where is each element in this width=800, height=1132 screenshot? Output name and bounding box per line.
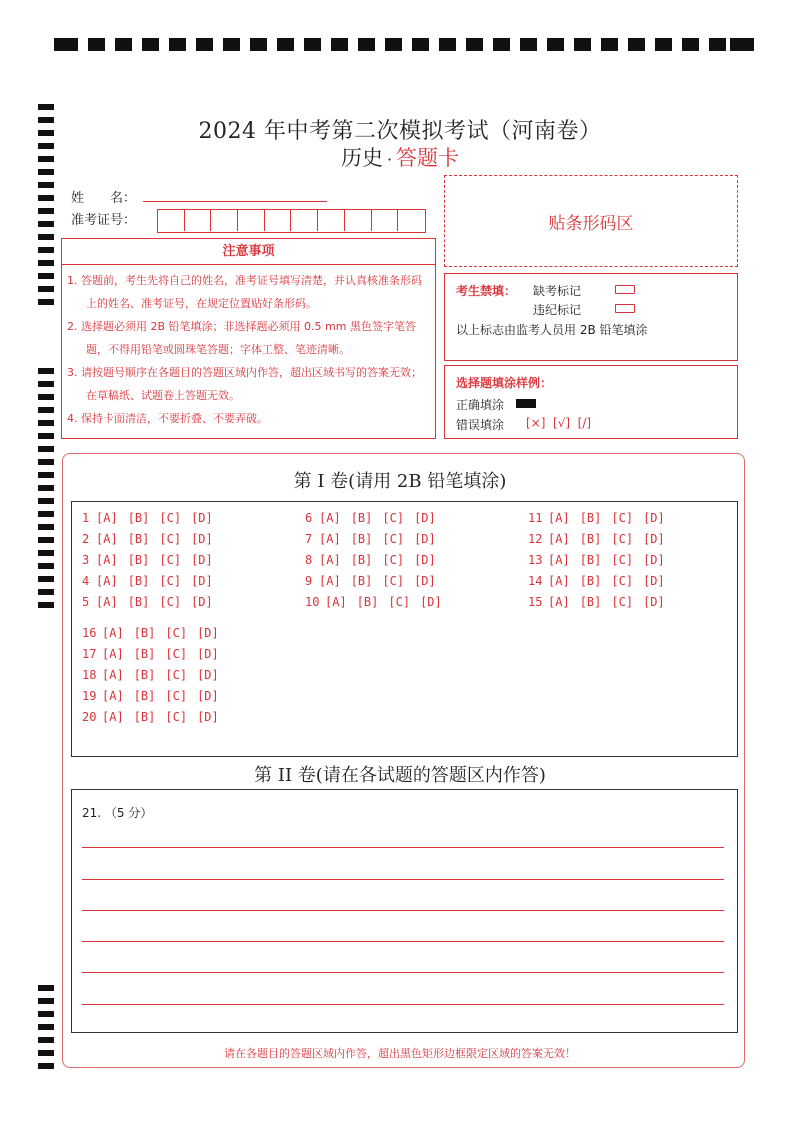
answer-line[interactable] xyxy=(82,1004,724,1005)
option-bubble-b[interactable]: [B] xyxy=(127,595,150,609)
option-bubble-c[interactable]: [C] xyxy=(388,595,411,609)
choice-question-12 xyxy=(528,532,665,546)
violation-mark-box[interactable] xyxy=(615,304,635,313)
option-bubble-c[interactable]: [C] xyxy=(159,574,182,588)
choice-question-4 xyxy=(82,574,213,588)
question-number: 12 xyxy=(528,532,543,546)
option-bubble-b[interactable]: [B] xyxy=(579,553,602,567)
option-bubble-c[interactable]: [C] xyxy=(159,553,182,567)
card-label: 答题卡 xyxy=(396,146,460,170)
option-bubble-c[interactable]: [C] xyxy=(159,532,182,546)
forbid-note: 以上标志由监考人员用 2B 铅笔填涂 xyxy=(456,323,648,337)
violation-label: 违纪标记 xyxy=(533,303,582,317)
option-bubble-d[interactable]: [D] xyxy=(643,511,665,525)
option-bubble-b[interactable]: [B] xyxy=(127,511,150,525)
option-bubble-b[interactable]: [B] xyxy=(133,647,156,661)
option-bubble-d[interactable]: [D] xyxy=(197,647,219,661)
option-bubble-a[interactable]: [A] xyxy=(548,511,570,525)
option-bubble-a[interactable]: [A] xyxy=(96,574,118,588)
notice-item-3: 3. 请按题号顺序在各题目的答题区域内作答，超出区域书写的答案无效；在草稿纸、试题卷上答题无效。 xyxy=(67,366,422,402)
option-bubble-b[interactable]: [B] xyxy=(133,626,156,640)
option-bubble-b[interactable]: [B] xyxy=(579,511,602,525)
option-bubble-b[interactable]: [B] xyxy=(127,553,150,567)
option-bubble-d[interactable]: [D] xyxy=(191,553,213,567)
option-bubble-c[interactable]: [C] xyxy=(165,626,188,640)
exam-number-boxes[interactable] xyxy=(157,209,426,233)
notice-item-4: 4. 保持卡面清洁，不要折叠、不要弄破。 xyxy=(67,412,268,425)
choice-question-17 xyxy=(82,647,219,661)
exam-title: 2024 年中考第二次模拟考试（河南卷） xyxy=(198,119,602,144)
question-number: 18 xyxy=(82,668,97,682)
option-bubble-c[interactable]: [C] xyxy=(382,553,405,567)
question-number: 13 xyxy=(528,553,543,567)
choice-question-16 xyxy=(82,626,219,640)
name-field[interactable] xyxy=(143,201,327,202)
choice-question-13 xyxy=(528,553,665,567)
option-bubble-c[interactable]: [C] xyxy=(165,710,188,724)
answer-line[interactable] xyxy=(82,879,724,880)
option-bubble-a[interactable]: [A] xyxy=(548,532,570,546)
choice-question-9 xyxy=(305,574,436,588)
q21-answer-box[interactable] xyxy=(71,789,738,1033)
choice-question-18 xyxy=(82,668,219,682)
choice-question-6 xyxy=(305,511,436,525)
choice-question-11 xyxy=(528,511,665,525)
examiner-only-box xyxy=(444,273,738,361)
option-bubble-a[interactable]: [A] xyxy=(319,532,341,546)
option-bubble-c[interactable]: [C] xyxy=(382,511,405,525)
option-bubble-a[interactable]: [A] xyxy=(96,553,118,567)
wrong-fill-samples: [×] [√] [/] xyxy=(526,416,592,430)
question-number: 19 xyxy=(82,689,97,703)
choice-question-19 xyxy=(82,689,219,703)
answer-line[interactable] xyxy=(82,847,724,848)
option-bubble-a[interactable]: [A] xyxy=(548,553,570,567)
option-bubble-d[interactable]: [D] xyxy=(414,532,436,546)
option-bubble-a[interactable]: [A] xyxy=(102,710,124,724)
option-bubble-b[interactable]: [B] xyxy=(350,553,373,567)
option-bubble-b[interactable]: [B] xyxy=(350,532,373,546)
option-bubble-d[interactable]: [D] xyxy=(420,595,442,609)
choice-question-8 xyxy=(305,553,436,567)
choice-question-20 xyxy=(82,710,219,724)
option-bubble-a[interactable]: [A] xyxy=(102,647,124,661)
forbid-label: 考生禁填： xyxy=(456,284,517,298)
question-number: 3 xyxy=(82,553,90,567)
option-bubble-d[interactable]: [D] xyxy=(191,511,213,525)
option-bubble-a[interactable]: [A] xyxy=(319,574,341,588)
option-bubble-a[interactable]: [A] xyxy=(96,595,118,609)
notice-item-1: 1. 答题前，考生先将自己的姓名，准考证号填写清楚，并认真核准条形码上的姓名、准考证号，在规定位置贴好条形码。 xyxy=(67,274,422,310)
question-number: 4 xyxy=(82,574,90,588)
option-bubble-c[interactable]: [C] xyxy=(611,574,634,588)
wrong-fill-label: 错误填涂 xyxy=(456,418,505,432)
choice-question-2 xyxy=(82,532,213,546)
question-number: 6 xyxy=(305,511,313,525)
option-bubble-d[interactable]: [D] xyxy=(197,710,219,724)
choice-question-5 xyxy=(82,595,213,609)
option-bubble-a[interactable]: [A] xyxy=(319,511,341,525)
absent-mark-box[interactable] xyxy=(615,285,635,294)
subject-name: 历史 xyxy=(340,146,383,170)
question-number: 14 xyxy=(528,574,543,588)
option-bubble-c[interactable]: [C] xyxy=(611,553,634,567)
choice-question-7 xyxy=(305,532,436,546)
exam-number-label: 准考证号： xyxy=(71,213,137,228)
option-bubble-b[interactable]: [B] xyxy=(579,532,602,546)
option-bubble-c[interactable]: [C] xyxy=(165,668,188,682)
option-bubble-b[interactable]: [B] xyxy=(350,574,373,588)
option-bubble-b[interactable]: [B] xyxy=(133,689,156,703)
question-number: 8 xyxy=(305,553,313,567)
barcode-area xyxy=(444,175,738,267)
question-number: 11 xyxy=(528,511,543,525)
question-number: 17 xyxy=(82,647,97,661)
question-number: 15 xyxy=(528,595,543,609)
section-2-title: 第 II 卷(请在各试题的答题区内作答) xyxy=(254,765,546,786)
option-bubble-d[interactable]: [D] xyxy=(643,553,665,567)
option-bubble-c[interactable]: [C] xyxy=(611,532,634,546)
correct-fill-label: 正确填涂 xyxy=(456,398,505,412)
option-bubble-b[interactable]: [B] xyxy=(350,511,373,525)
question-number: 10 xyxy=(305,595,320,609)
option-bubble-a[interactable]: [A] xyxy=(102,689,124,703)
option-bubble-d[interactable]: [D] xyxy=(643,574,665,588)
question-number: 1 xyxy=(82,511,90,525)
option-bubble-a[interactable]: [A] xyxy=(319,553,341,567)
option-bubble-a[interactable]: [A] xyxy=(102,668,124,682)
option-bubble-c[interactable]: [C] xyxy=(382,574,405,588)
notice-heading: 注意事项 xyxy=(62,239,435,265)
notice-item-2: 2. 选择题必须用 2B 铅笔填涂；非选择题必须用 0.5 mm 黑色签字笔答题，不得用铅笔或圆珠笔答题；字体工整、笔迹清晰。 xyxy=(67,320,416,356)
choice-question-15 xyxy=(528,595,665,609)
choice-question-14 xyxy=(528,574,665,588)
option-bubble-a[interactable]: [A] xyxy=(96,532,118,546)
option-bubble-c[interactable]: [C] xyxy=(159,511,182,525)
option-bubble-d[interactable]: [D] xyxy=(191,574,213,588)
barcode-label: 贴条形码区 xyxy=(548,213,634,234)
question-number: 16 xyxy=(82,626,97,640)
option-bubble-d[interactable]: [D] xyxy=(414,574,436,588)
option-bubble-c[interactable]: [C] xyxy=(611,595,634,609)
title-dot: · xyxy=(386,150,393,169)
top-timing-marks xyxy=(54,38,754,52)
option-bubble-b[interactable]: [B] xyxy=(579,595,602,609)
choice-question-1 xyxy=(82,511,213,525)
answer-line[interactable] xyxy=(82,910,724,911)
name-label: 姓 名： xyxy=(71,191,137,206)
option-bubble-d[interactable]: [D] xyxy=(414,511,436,525)
question-number: 2 xyxy=(82,532,90,546)
option-bubble-d[interactable]: [D] xyxy=(197,689,219,703)
option-bubble-d[interactable]: [D] xyxy=(197,626,219,640)
option-bubble-c[interactable]: [C] xyxy=(382,532,405,546)
option-bubble-d[interactable]: [D] xyxy=(414,553,436,567)
absent-label: 缺考标记 xyxy=(533,284,582,298)
footer-note: 请在各题目的答题区域内作答，超出黑色矩形边框限定区域的答案无效！ xyxy=(224,1047,576,1060)
sample-label: 选择题填涂样例： xyxy=(456,376,553,390)
option-bubble-a[interactable]: [A] xyxy=(548,574,570,588)
notice-box xyxy=(61,238,436,439)
option-bubble-c[interactable]: [C] xyxy=(611,511,634,525)
answer-line[interactable] xyxy=(82,941,724,942)
option-bubble-d[interactable]: [D] xyxy=(191,595,213,609)
question-number: 9 xyxy=(305,574,313,588)
option-bubble-d[interactable]: [D] xyxy=(643,595,665,609)
option-bubble-b[interactable]: [B] xyxy=(133,668,156,682)
option-bubble-a[interactable]: [A] xyxy=(96,511,118,525)
fill-sample-box xyxy=(444,365,738,439)
choice-question-3 xyxy=(82,553,213,567)
option-bubble-c[interactable]: [C] xyxy=(159,595,182,609)
option-bubble-c[interactable]: [C] xyxy=(165,647,188,661)
option-bubble-d[interactable]: [D] xyxy=(191,532,213,546)
card-title xyxy=(0,142,800,172)
option-bubble-b[interactable]: [B] xyxy=(127,574,150,588)
answer-line[interactable] xyxy=(82,972,724,973)
option-bubble-a[interactable]: [A] xyxy=(548,595,570,609)
option-bubble-d[interactable]: [D] xyxy=(197,668,219,682)
q21-label: 21. （5 分） xyxy=(82,806,153,820)
option-bubble-b[interactable]: [B] xyxy=(356,595,379,609)
option-bubble-b[interactable]: [B] xyxy=(127,532,150,546)
option-bubble-c[interactable]: [C] xyxy=(165,689,188,703)
correct-fill-sample xyxy=(516,399,536,408)
question-number: 20 xyxy=(82,710,97,724)
option-bubble-a[interactable]: [A] xyxy=(102,626,124,640)
option-bubble-b[interactable]: [B] xyxy=(133,710,156,724)
choice-question-10 xyxy=(305,595,442,609)
option-bubble-a[interactable]: [A] xyxy=(325,595,347,609)
question-number: 5 xyxy=(82,595,90,609)
option-bubble-d[interactable]: [D] xyxy=(643,532,665,546)
section-1-title: 第 I 卷(请用 2B 铅笔填涂) xyxy=(293,471,507,492)
option-bubble-b[interactable]: [B] xyxy=(579,574,602,588)
question-number: 7 xyxy=(305,532,313,546)
